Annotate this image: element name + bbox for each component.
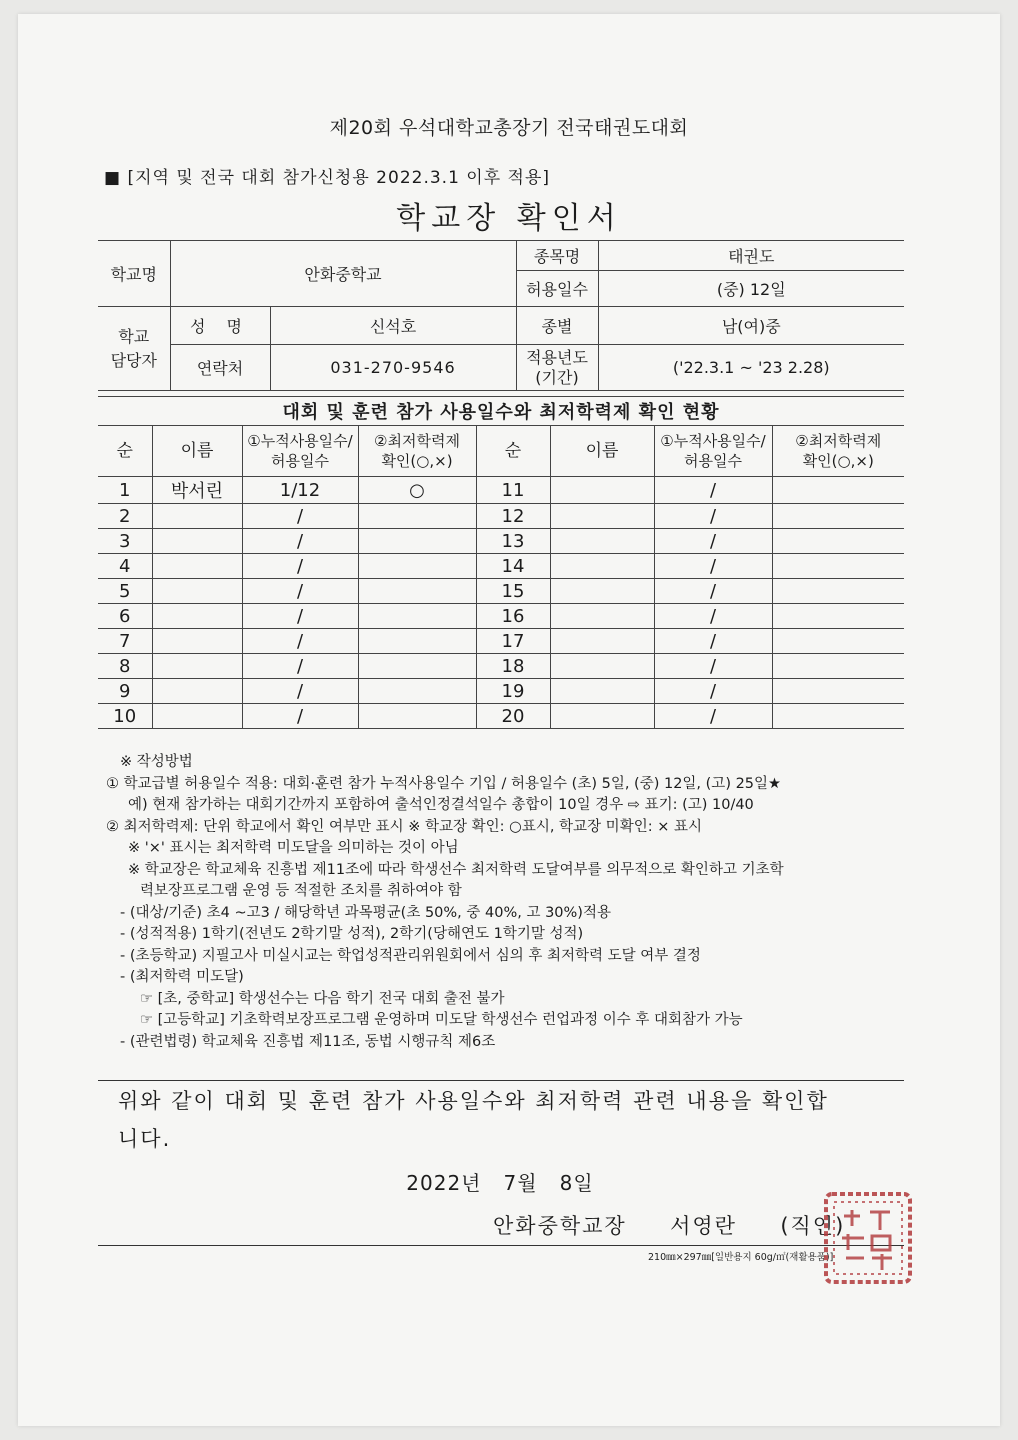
student-name: [550, 629, 654, 654]
roster-row: [98, 579, 904, 604]
used-days: 1/12: [242, 477, 358, 504]
row-number: 12: [476, 504, 550, 529]
section-title: 대회 및 훈련 참가 사용일수와 최저학력제 확인 현황: [98, 397, 904, 426]
min-academic-check: [358, 554, 476, 579]
manager-name-label: 성 명: [170, 307, 270, 345]
instruction-line: - (관련법령) 학교체육 진흥법 제11조, 동법 시행규칙 제6조: [120, 1033, 496, 1050]
roster-row: [98, 679, 904, 704]
instructions: [106, 752, 906, 1053]
student-name: [152, 554, 242, 579]
used-days: /: [654, 604, 772, 629]
header-min-line2: 확인(○,×): [381, 452, 453, 470]
header-days: [242, 426, 358, 477]
student-name: [550, 477, 654, 504]
allowed-days-value: (중) 12일: [598, 271, 904, 307]
row-number: 8: [98, 654, 152, 679]
student-name: [550, 504, 654, 529]
roster-row: [98, 604, 904, 629]
roster-row: [98, 654, 904, 679]
paper-spec: 210㎜×297㎜[일반용지 60g/㎡(재활용품)]: [648, 1252, 834, 1263]
roster-body: [98, 477, 904, 729]
student-name: [152, 504, 242, 529]
header-no: 순: [98, 426, 152, 477]
contact-value: 031-270-9546: [270, 345, 516, 391]
instruction-line: ② 최저학력제: 단위 학교에서 확인 여부만 표시 ※ 학교장 확인: ○표시, 학교장 미확인: × 표시: [106, 818, 702, 835]
row-number: 15: [476, 579, 550, 604]
header-name-right: 이름: [550, 426, 654, 477]
used-days: /: [654, 679, 772, 704]
official-seal-icon: [818, 1188, 918, 1288]
principal-signature: 안화중학교장 서영란 (직인): [493, 1214, 846, 1238]
used-days: /: [654, 629, 772, 654]
header-min-line1: ②최저학력제: [374, 432, 460, 450]
student-name: [550, 529, 654, 554]
row-number: 5: [98, 579, 152, 604]
min-academic-check: [772, 704, 904, 729]
event-label: 종목명: [516, 241, 598, 271]
period-value: ('22.3.1 ~ '23 2.28): [598, 345, 904, 391]
category-value: 남(여)중: [598, 307, 904, 345]
category-label: 종별: [516, 307, 598, 345]
instruction-line: ※ 학교장은 학교체육 진흥법 제11조에 따라 학생선수 최저학력 도달여부를 의무적으로 확인하고 기초학: [128, 861, 784, 878]
row-number: 18: [476, 654, 550, 679]
instructions-heading: ※ 작성방법: [120, 754, 193, 770]
min-academic-check: [772, 604, 904, 629]
student-name: [550, 654, 654, 679]
manager-name-value: 신석호: [270, 307, 516, 345]
min-academic-check: [772, 504, 904, 529]
instruction-line: - (대상/기준) 초4 ~고3 / 해당학년 과목평균(초 50%, 중 40%, 고 30%)적용: [120, 904, 611, 921]
instruction-line: ① 학교급별 허용일수 적용: 대회·훈련 참가 누적사용일수 기입 / 허용일수 (초) 5일, (중) 12일, (고) 25일★: [106, 775, 782, 792]
header-days-right-line2: 허용일수: [684, 452, 742, 470]
used-days: /: [242, 604, 358, 629]
row-number: 19: [476, 679, 550, 704]
contact-label: 연락처: [170, 345, 270, 391]
event-title: 제20회 우석대학교총장기 전국태권도대회: [329, 117, 689, 139]
roster-row: [98, 477, 904, 504]
allowed-days-label: 허용일수: [516, 271, 598, 307]
instruction-line: ※ '×' 표시는 최저학력 미도달을 의미하는 것이 아님: [128, 840, 459, 856]
student-name: [152, 629, 242, 654]
header-min-right: [772, 426, 904, 477]
header-days-line1: ①누적사용일수/: [247, 432, 353, 450]
header-days-line2: 허용일수: [271, 452, 329, 470]
row-number: 20: [476, 704, 550, 729]
used-days: /: [654, 529, 772, 554]
used-days: /: [242, 529, 358, 554]
instruction-line: - (성적적용) 1학기(전년도 2학기말 성적), 2학기(당해연도 1학기말 성적): [120, 926, 584, 942]
min-academic-check: [358, 579, 476, 604]
school-name-value: 안화중학교: [170, 241, 516, 307]
document-title: 학교장 확인서: [396, 201, 622, 236]
min-academic-check: ○: [358, 477, 476, 504]
divider: [98, 1080, 904, 1081]
confirmation-line1: 위와 같이 대회 및 훈련 참가 사용일수와 최저학력 관련 내용을 확인합: [118, 1089, 829, 1113]
used-days: /: [654, 554, 772, 579]
roster-row: [98, 554, 904, 579]
bottom-divider: [98, 1245, 904, 1246]
instruction-line: - (초등학교) 지필고사 미실시교는 학업성적관리위원회에서 심의 후 최저학력 도달 여부 결정: [120, 947, 701, 964]
student-name: [550, 554, 654, 579]
student-name: [152, 679, 242, 704]
min-academic-check: [358, 504, 476, 529]
confirmation-text: [118, 1082, 908, 1158]
row-number: 4: [98, 554, 152, 579]
used-days: /: [242, 704, 358, 729]
used-days: /: [242, 579, 358, 604]
used-days: /: [242, 654, 358, 679]
header-days-right-line1: ①누적사용일수/: [660, 432, 766, 450]
used-days: /: [242, 554, 358, 579]
min-academic-check: [358, 704, 476, 729]
used-days: /: [654, 504, 772, 529]
issue-date: 2022년 7월 8일: [406, 1171, 594, 1195]
row-number: 11: [476, 477, 550, 504]
form-tag: ■ [지역 및 전국 대회 참가신청용 2022.3.1 이후 적용]: [104, 168, 551, 188]
min-academic-check: [358, 679, 476, 704]
header-name: 이름: [152, 426, 242, 477]
roster-table: [98, 425, 904, 729]
student-name: [550, 579, 654, 604]
min-academic-check: [772, 579, 904, 604]
used-days: /: [242, 629, 358, 654]
header-min-right-line1: ②최저학력제: [795, 432, 882, 450]
used-days: /: [654, 477, 772, 504]
instruction-line: ☞ [고등학교] 기초학력보장프로그램 운영하며 미도달 학생선수 런업과정 이수 후 대회참가 가능: [140, 1012, 743, 1028]
section-title-table: [98, 396, 904, 426]
student-name: [550, 679, 654, 704]
min-academic-check: [772, 529, 904, 554]
row-number: 1: [98, 477, 152, 504]
row-number: 3: [98, 529, 152, 554]
instruction-line: - (최저학력 미도달): [120, 969, 244, 985]
school-info-table: [98, 240, 904, 391]
min-academic-check: [358, 604, 476, 629]
min-academic-check: [772, 679, 904, 704]
min-academic-check: [358, 629, 476, 654]
row-number: 17: [476, 629, 550, 654]
row-number: 16: [476, 604, 550, 629]
row-number: 14: [476, 554, 550, 579]
student-name: [152, 654, 242, 679]
header-min-right-line2: 확인(○,×): [802, 452, 874, 470]
event-value: 태권도: [598, 241, 904, 271]
instruction-line: ☞ [초, 중학교] 학생선수는 다음 학기 전국 대회 출전 불가: [140, 990, 505, 1007]
used-days: /: [654, 579, 772, 604]
student-name: [152, 529, 242, 554]
school-manager-label: 학교 담당자: [98, 307, 170, 391]
roster-row: [98, 629, 904, 654]
row-number: 7: [98, 629, 152, 654]
roster-row: [98, 504, 904, 529]
row-number: 13: [476, 529, 550, 554]
roster-row: [98, 529, 904, 554]
confirmation-line2: 니다.: [118, 1127, 172, 1151]
row-number: 10: [98, 704, 152, 729]
roster-row: [98, 704, 904, 729]
used-days: /: [242, 679, 358, 704]
min-academic-check: [358, 529, 476, 554]
instruction-line: 예) 현재 참가하는 대회기간까지 포함하여 출석인정결석일수 총합이 10일 경우 ⇨ 표기: (고) 10/40: [128, 797, 754, 813]
student-name: [152, 704, 242, 729]
row-number: 9: [98, 679, 152, 704]
school-name-label: 학교명: [98, 241, 170, 307]
min-academic-check: [772, 554, 904, 579]
roster-header-row: [98, 426, 904, 477]
min-academic-check: [772, 477, 904, 504]
instruction-line: 력보장프로그램 운영 등 적절한 조치를 취하여야 함: [140, 883, 462, 899]
student-name: [152, 579, 242, 604]
student-name: [550, 604, 654, 629]
student-name: 박서린: [152, 477, 242, 504]
used-days: /: [242, 504, 358, 529]
row-number: 2: [98, 504, 152, 529]
header-days-right: [654, 426, 772, 477]
min-academic-check: [772, 654, 904, 679]
used-days: /: [654, 654, 772, 679]
min-academic-check: [772, 629, 904, 654]
student-name: [152, 604, 242, 629]
min-academic-check: [358, 654, 476, 679]
header-no-right: 순: [476, 426, 550, 477]
row-number: 6: [98, 604, 152, 629]
used-days: /: [654, 704, 772, 729]
period-label: 적용년도 (기간): [516, 345, 598, 391]
student-name: [550, 704, 654, 729]
header-min: [358, 426, 476, 477]
